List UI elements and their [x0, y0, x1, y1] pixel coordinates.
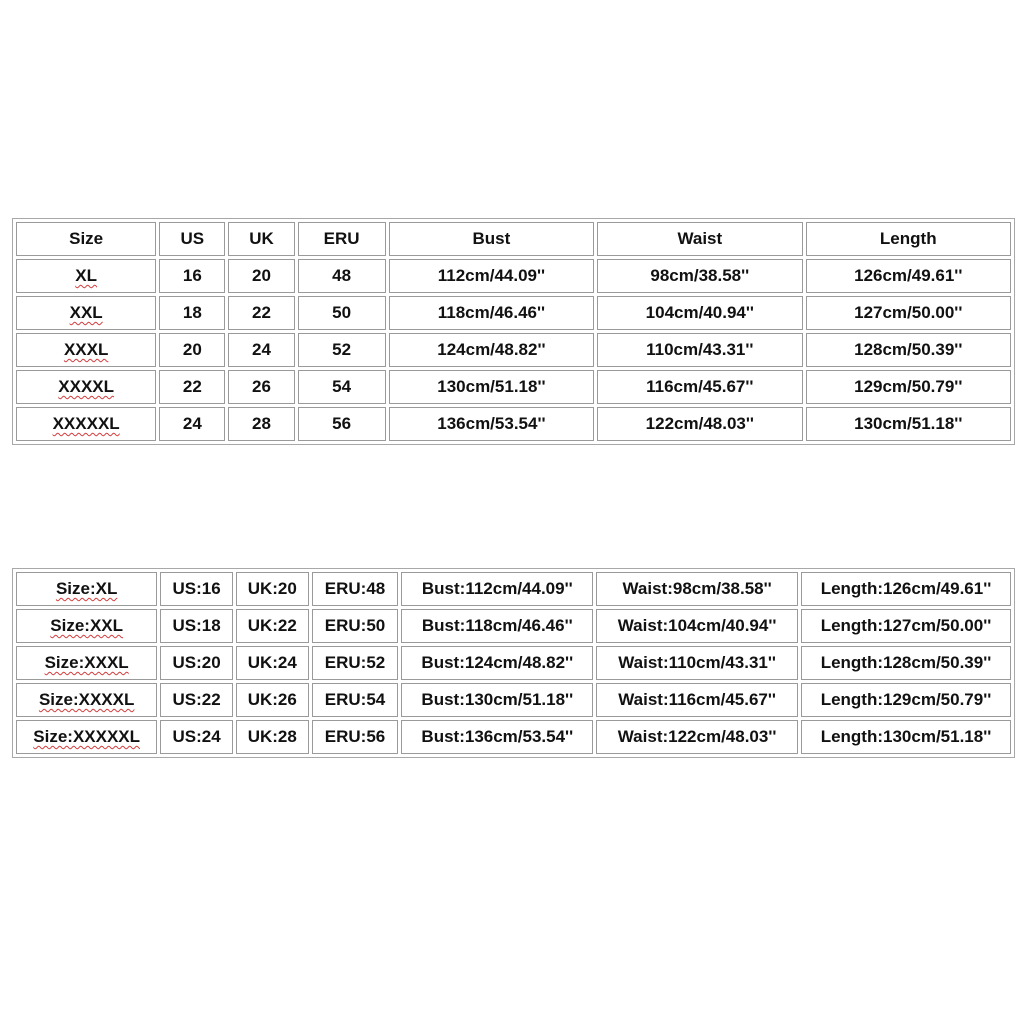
bust-cell: Bust:118cm/46.46''	[401, 609, 593, 643]
bust-cell: Bust:112cm/44.09''	[401, 572, 593, 606]
size-cell	[16, 572, 157, 606]
us-cell: 24	[159, 407, 225, 441]
bust-cell: Bust:130cm/51.18''	[401, 683, 593, 717]
length-cell: Length:127cm/50.00''	[801, 609, 1011, 643]
size-label: Size:XXXXXL	[33, 727, 141, 746]
waist-cell: Waist:110cm/43.31''	[596, 646, 798, 680]
uk-cell: UK:26	[236, 683, 309, 717]
us-cell: 22	[159, 370, 225, 404]
uk-cell: 22	[228, 296, 294, 330]
us-cell: US:22	[160, 683, 233, 717]
table-row	[16, 333, 1011, 367]
waist-cell: 116cm/45.67''	[597, 370, 802, 404]
us-cell: 18	[159, 296, 225, 330]
eru-cell: ERU:54	[312, 683, 399, 717]
waist-cell: Waist:104cm/40.94''	[596, 609, 798, 643]
size-chart-table-2	[12, 568, 1015, 758]
eru-cell: 54	[298, 370, 386, 404]
eru-cell: ERU:48	[312, 572, 399, 606]
size-cell	[16, 296, 156, 330]
eru-cell: 56	[298, 407, 386, 441]
waist-cell: 122cm/48.03''	[597, 407, 802, 441]
uk-cell: 20	[228, 259, 294, 293]
eru-cell: 50	[298, 296, 386, 330]
length-cell: Length:126cm/49.61''	[801, 572, 1011, 606]
length-cell: 129cm/50.79''	[806, 370, 1011, 404]
us-cell: US:20	[160, 646, 233, 680]
size-label: Size:XXL	[50, 616, 124, 635]
bust-cell: Bust:136cm/53.54''	[401, 720, 593, 754]
table-row	[16, 609, 1011, 643]
waist-cell: Waist:116cm/45.67''	[596, 683, 798, 717]
size-cell	[16, 259, 156, 293]
size-label: Size:XL	[55, 579, 118, 598]
uk-cell: UK:22	[236, 609, 309, 643]
header-us: US	[159, 222, 225, 256]
table-row	[16, 683, 1011, 717]
size-cell	[16, 720, 157, 754]
us-cell: 16	[159, 259, 225, 293]
length-cell: 127cm/50.00''	[806, 296, 1011, 330]
size-label: Size:XXXXL	[38, 690, 135, 709]
uk-cell: 24	[228, 333, 294, 367]
header-eru: ERU	[298, 222, 386, 256]
length-cell: Length:128cm/50.39''	[801, 646, 1011, 680]
size-cell	[16, 646, 157, 680]
size-label: XXL	[69, 303, 103, 322]
size-cell	[16, 333, 156, 367]
waist-cell: 104cm/40.94''	[597, 296, 802, 330]
waist-cell: Waist:98cm/38.58''	[596, 572, 798, 606]
bust-cell: 136cm/53.54''	[389, 407, 594, 441]
size-label: XXXXL	[58, 377, 115, 396]
eru-cell: 52	[298, 333, 386, 367]
bust-cell: 112cm/44.09''	[389, 259, 594, 293]
eru-cell: ERU:50	[312, 609, 399, 643]
size-cell	[16, 683, 157, 717]
length-cell: 126cm/49.61''	[806, 259, 1011, 293]
length-cell: Length:130cm/51.18''	[801, 720, 1011, 754]
header-waist: Waist	[597, 222, 802, 256]
waist-cell: Waist:122cm/48.03''	[596, 720, 798, 754]
bust-cell: 124cm/48.82''	[389, 333, 594, 367]
us-cell: US:18	[160, 609, 233, 643]
eru-cell: ERU:56	[312, 720, 399, 754]
header-uk: UK	[228, 222, 294, 256]
us-cell: US:24	[160, 720, 233, 754]
header-row	[16, 222, 1011, 256]
bust-cell: 130cm/51.18''	[389, 370, 594, 404]
header-size: Size	[16, 222, 156, 256]
uk-cell: UK:28	[236, 720, 309, 754]
uk-cell: UK:20	[236, 572, 309, 606]
eru-cell: ERU:52	[312, 646, 399, 680]
length-cell: Length:129cm/50.79''	[801, 683, 1011, 717]
us-cell: 20	[159, 333, 225, 367]
length-cell: 128cm/50.39''	[806, 333, 1011, 367]
table-row	[16, 720, 1011, 754]
table-row	[16, 370, 1011, 404]
uk-cell: UK:24	[236, 646, 309, 680]
size-label: XXXL	[63, 340, 109, 359]
size-label: XXXXXL	[52, 414, 120, 433]
size-label: XL	[75, 266, 97, 285]
eru-cell: 48	[298, 259, 386, 293]
header-length: Length	[806, 222, 1011, 256]
table-row	[16, 259, 1011, 293]
us-cell: US:16	[160, 572, 233, 606]
table-row	[16, 646, 1011, 680]
table-row	[16, 572, 1011, 606]
length-cell: 130cm/51.18''	[806, 407, 1011, 441]
table-row	[16, 296, 1011, 330]
uk-cell: 26	[228, 370, 294, 404]
waist-cell: 98cm/38.58''	[597, 259, 802, 293]
bust-cell: 118cm/46.46''	[389, 296, 594, 330]
size-label: Size:XXXL	[44, 653, 129, 672]
size-cell	[16, 407, 156, 441]
bust-cell: Bust:124cm/48.82''	[401, 646, 593, 680]
size-cell	[16, 609, 157, 643]
waist-cell: 110cm/43.31''	[597, 333, 802, 367]
uk-cell: 28	[228, 407, 294, 441]
table-row	[16, 407, 1011, 441]
header-bust: Bust	[389, 222, 594, 256]
size-cell	[16, 370, 156, 404]
size-chart-table-1	[12, 218, 1015, 445]
